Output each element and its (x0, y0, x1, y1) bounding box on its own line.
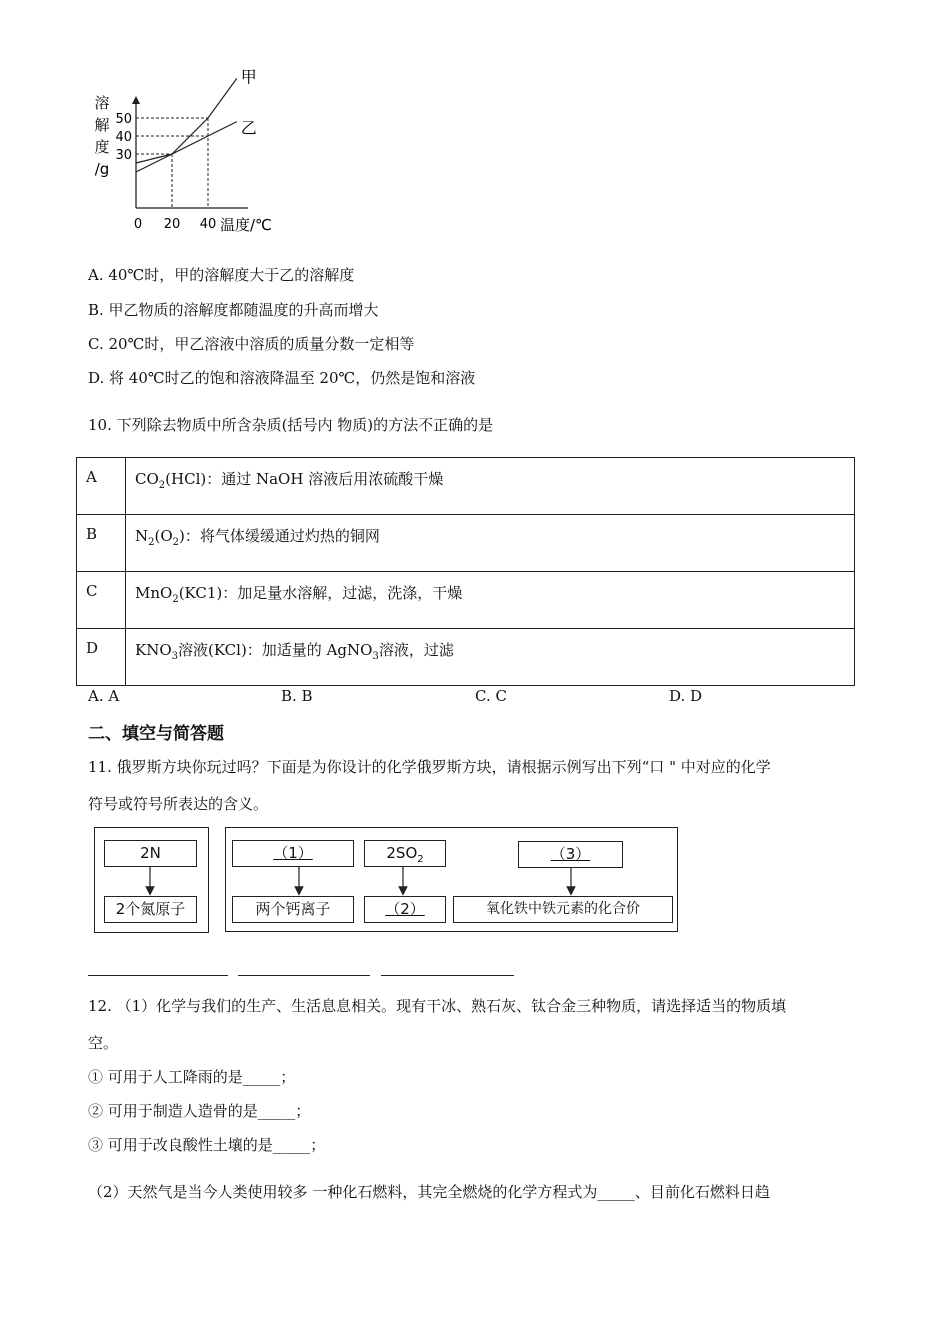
tetris-arrows (94, 827, 684, 932)
table-row (77, 515, 855, 572)
y-axis-label-char: 解 (94, 116, 110, 134)
q9-option-d: D. 将 40℃时乙的饱和溶液降温至 20℃，仍然是饱和溶液 (88, 369, 476, 387)
q12-part2: （2）天然气是当今人类使用较多 一种化石燃料，其完全燃烧的化学方程式为_____、目前化石燃料日趋 (88, 1183, 770, 1201)
q9-option-b: B. 甲乙物质的溶解度都随温度的升高而增大 (88, 301, 379, 319)
x-tick-label: 20 (163, 217, 181, 232)
section-title: 二、填空与简答题 (88, 724, 224, 744)
row-content: $N_2(O_2)$：将气体缓缓通过灼热的铜网 (126, 515, 855, 572)
series-line-jia (136, 78, 237, 172)
y-axis-label-char: 度 (94, 138, 110, 156)
y-tick-label: 40 (115, 130, 132, 145)
example-bottom-box: 2个氮原子 (104, 896, 197, 923)
table-row (77, 458, 855, 515)
row-content: MnO$_2$(KC1)：加足量水溶解，过滤，洗涤，干燥 (126, 572, 855, 629)
row-label: C (77, 572, 126, 629)
x-axis-label: 温度/℃ (220, 216, 272, 234)
q9-option-a: A. 40℃时，甲的溶解度大于乙的溶解度 (88, 266, 355, 284)
row-label: B (77, 515, 126, 572)
row-content: $CO_2(HCl)$：通过 NaOH 溶液后用浓硫酸干燥 (126, 458, 855, 515)
blank-3-box: （3） (518, 841, 623, 868)
y-axis-label-char: /g (94, 160, 110, 178)
series-label: 乙 (240, 118, 257, 138)
q12-item2: ② 可用于制造人造骨的是_____； (88, 1102, 311, 1120)
answer-line-1[interactable] (88, 975, 228, 976)
series-line-yi (136, 122, 237, 163)
q10-option-b: B. B (281, 687, 313, 705)
y-tick-label: 50 (115, 112, 132, 127)
q10-option-d: D. D (669, 687, 703, 705)
q12-item3: ③ 可用于改良酸性土壤的是_____； (88, 1136, 326, 1154)
answer-line-2[interactable] (238, 975, 370, 976)
y-tick-label: 30 (115, 148, 132, 163)
row-label: A (77, 458, 126, 515)
q10-table (76, 457, 855, 686)
x-tick-label: 40 (199, 217, 217, 232)
example-top-box: 2N (104, 840, 197, 867)
item3-bottom-box: 氧化铁中铁元素的化合价 (453, 896, 673, 923)
y-axis-label-char: 溶 (94, 94, 110, 112)
q10-stem: 10. 下列除去物质中所含杂质(括号内 物质)的方法不正确的是 (88, 416, 494, 434)
answer-line-3[interactable] (381, 975, 514, 976)
q11-stem-line2: 符号或符号所表达的含义。 (88, 795, 269, 813)
q12-line1: 12. （1）化学与我们的生产、生活息息相关。现有干冰、熟石灰、钛合金三种物质，请选择适当的物质填 (88, 997, 787, 1015)
table-row (77, 572, 855, 629)
q10-option-a: A. A (88, 687, 120, 705)
item1-bottom-box: 两个钙离子 (232, 896, 354, 923)
blank-1-box: （1） (232, 840, 354, 867)
table-row (77, 629, 855, 686)
q12-line2: 空。 (88, 1034, 119, 1052)
q10-option-c: C. C (475, 687, 507, 705)
q12-item1: ① 可用于人工降雨的是_____； (88, 1068, 296, 1086)
series-label: 甲 (240, 67, 257, 87)
solubility-chart (88, 67, 288, 242)
q11-stem-line1: 11. 俄罗斯方块你玩过吗？下面是为你设计的化学俄罗斯方块，请根据示例写出下列“口 " 中对应的化学 (88, 758, 771, 776)
blank-2-box: （2） (364, 896, 446, 923)
q9-option-c: C. 20℃时，甲乙溶液中溶质的质量分数一定相等 (88, 335, 415, 353)
row-label: D (77, 629, 126, 686)
item2-top-box: $2SO_2$ (364, 840, 446, 867)
y-axis-arrow (132, 96, 140, 104)
row-content: $KNO_3$溶液(KCl)：加适量的 AgNO$_3$溶液，过滤 (126, 629, 855, 686)
x-tick-label: 0 (133, 217, 143, 232)
